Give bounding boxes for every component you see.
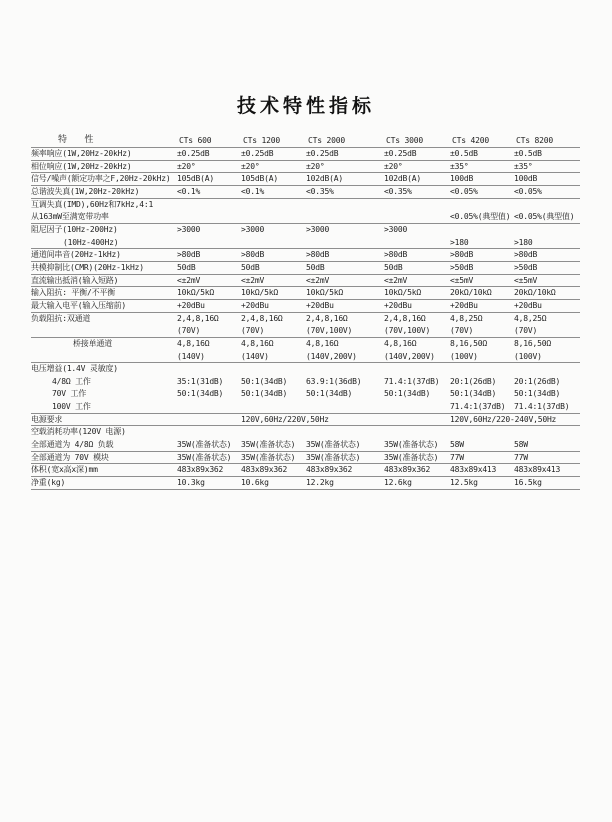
spec-label: 频率响应(1W,20Hz-20kHz) bbox=[31, 149, 132, 158]
table-row bbox=[31, 426, 580, 439]
spec-value-cts-1200: (140V) bbox=[241, 351, 269, 361]
spec-value-cts-1200: 4,8,16Ω bbox=[241, 338, 274, 348]
spec-value-cts-2000: (140V,200V) bbox=[306, 351, 357, 361]
spec-value-cts-8200: (100V) bbox=[514, 351, 542, 361]
spec-value-cts-8200: 77W bbox=[514, 452, 528, 462]
spec-value-cts-4200: <0.05%(典型值) bbox=[450, 212, 511, 222]
table-row bbox=[31, 161, 580, 174]
spec-label: 直流输出抵消(输入短路) bbox=[31, 275, 119, 285]
spec-value-cts-4200: ±35° bbox=[450, 161, 469, 171]
spec-label: 净重(kg) bbox=[31, 478, 66, 488]
spec-value-cts-600: +20dBu bbox=[177, 300, 205, 310]
spec-value-cts-1200: 35W(准备状态) bbox=[241, 452, 296, 462]
spec-value-cts-8200 bbox=[513, 363, 580, 376]
spec-value-cts-4200: 20kΩ/10kΩ bbox=[450, 288, 492, 298]
spec-value-cts-4200: >50dB bbox=[450, 262, 474, 272]
spec-label: 总谐波失真(1W,20Hz-20kHz) bbox=[31, 186, 140, 196]
spec-value-cts-3000 bbox=[383, 237, 449, 249]
spec-value-cts-4200: 77W bbox=[450, 452, 464, 462]
spec-value-cts-8200: <0.05%(典型值) bbox=[514, 212, 575, 222]
spec-value-cts-2000: 50dB bbox=[306, 262, 325, 272]
spec-value-cts-4200: 71.4:1(37dB) bbox=[450, 402, 506, 412]
page-title: 技术特性指标 bbox=[236, 95, 375, 117]
spec-label: 空载消耗功率(120V 电源) bbox=[31, 427, 126, 437]
spec-value-cts-4200: >80dB bbox=[450, 250, 474, 260]
spec-value-cts-600: >3000 bbox=[177, 224, 201, 234]
spec-value-cts-4200: (100V) bbox=[450, 351, 478, 361]
spec-value-cts-2000: 4,8,16Ω bbox=[306, 338, 339, 348]
column-header-property: 特 性 bbox=[58, 135, 94, 145]
spec-value-cts-600: 483x89x362 bbox=[177, 465, 224, 475]
spec-value-cts-8200: >180 bbox=[514, 237, 533, 247]
spec-value-cts-600: 35W(准备状态) bbox=[177, 452, 232, 462]
table-row bbox=[31, 414, 580, 427]
spec-value-cts-3000 bbox=[383, 363, 449, 376]
spec-value-cts-8200 bbox=[513, 224, 580, 237]
table-row bbox=[31, 287, 580, 300]
spec-value-cts-1200: 50:1(34dB) bbox=[241, 376, 288, 386]
spec-value-cts-2000: 2,4,8,16Ω bbox=[306, 313, 348, 323]
spec-value-cts-1200: <±2mV bbox=[241, 275, 265, 285]
spec-value-cts-8200: +20dBu bbox=[514, 300, 542, 310]
spec-value-cts-8200: 483x89x413 bbox=[514, 465, 561, 475]
spec-value-cts-600: <±2mV bbox=[177, 275, 201, 285]
spec-value-cts-8200: 20:1(26dB) bbox=[514, 376, 561, 386]
spec-value-cts-3000: >3000 bbox=[384, 224, 408, 234]
spec-label: 从163mW至满宽带功率 bbox=[31, 212, 109, 222]
spec-value-cts-2000 bbox=[305, 401, 383, 413]
spec-value-cts-8200: (70V) bbox=[514, 326, 538, 336]
spec-value-cts-4200: 120V,60Hz/220-240V,50Hz bbox=[450, 414, 557, 424]
spec-value-cts-600: (140V) bbox=[177, 351, 205, 361]
table-row bbox=[31, 477, 580, 490]
spec-value-cts-1200: 483x89x362 bbox=[241, 465, 288, 475]
spec-value-cts-1200: 50:1(34dB) bbox=[241, 389, 288, 399]
table-row bbox=[31, 388, 580, 401]
spec-value-cts-600: 10kΩ/5kΩ bbox=[177, 288, 214, 298]
table-row bbox=[31, 249, 580, 262]
spec-value-cts-8200: 100dB bbox=[514, 174, 538, 184]
spec-value-cts-3000: (70V,100V) bbox=[384, 326, 431, 336]
spec-value-cts-2000: +20dBu bbox=[306, 300, 334, 310]
spec-value-cts-2000: (70V,100V) bbox=[306, 326, 353, 336]
spec-value-cts-600 bbox=[176, 199, 240, 212]
spec-value-cts-4200 bbox=[449, 199, 513, 212]
spec-value-cts-8200: 58W bbox=[514, 440, 528, 450]
spec-value-cts-2000: >80dB bbox=[306, 250, 330, 260]
spec-value-cts-2000: 10kΩ/5kΩ bbox=[306, 288, 343, 298]
spec-value-cts-4200 bbox=[449, 426, 513, 439]
spec-value-cts-2000: >3000 bbox=[306, 224, 330, 234]
spec-value-cts-8200: >50dB bbox=[514, 262, 538, 272]
spec-value-cts-2000 bbox=[305, 426, 383, 439]
spec-value-cts-2000 bbox=[305, 237, 383, 249]
spec-value-cts-2000: <0.35% bbox=[306, 186, 334, 196]
spec-value-cts-8200: >80dB bbox=[514, 250, 538, 260]
spec-value-cts-4200: 4,8,25Ω bbox=[450, 313, 483, 323]
spec-label bbox=[31, 325, 176, 337]
spec-label: 负载阻抗:双通道 bbox=[31, 313, 91, 323]
table-row bbox=[31, 363, 580, 376]
spec-label: 电压增益(1.4V 灵敏度) bbox=[31, 364, 118, 374]
spec-value-cts-600: 2,4,8,16Ω bbox=[177, 313, 219, 323]
table-row bbox=[31, 300, 580, 313]
spec-value-cts-4200: 50:1(34dB) bbox=[450, 389, 497, 399]
table-row bbox=[31, 325, 580, 338]
spec-value-cts-1200 bbox=[240, 199, 305, 212]
table-row bbox=[31, 186, 580, 199]
spec-value-cts-3000: 10kΩ/5kΩ bbox=[384, 288, 421, 298]
spec-value-cts-3000: <±2mV bbox=[384, 275, 408, 285]
spec-value-cts-4200: 20:1(26dB) bbox=[450, 376, 497, 386]
spec-value-cts-3000: 483x89x362 bbox=[384, 465, 431, 475]
table-row bbox=[31, 351, 580, 364]
spec-value-cts-1200 bbox=[240, 237, 305, 249]
table-row bbox=[31, 313, 580, 326]
spec-value-cts-600: 35:1(31dB) bbox=[177, 376, 224, 386]
spec-value-cts-1200 bbox=[240, 426, 305, 439]
table-row bbox=[31, 401, 580, 414]
column-header-cts-1200: CTs 1200 bbox=[243, 136, 280, 145]
spec-value-cts-2000: 35W(准备状态) bbox=[306, 452, 361, 462]
spec-label: 体积(宽x高x深)mm bbox=[31, 465, 98, 475]
table-header-row bbox=[31, 134, 580, 148]
table-row bbox=[31, 338, 580, 351]
table-row bbox=[31, 464, 580, 477]
spec-value-cts-3000: 50:1(34dB) bbox=[384, 389, 431, 399]
spec-value-cts-600 bbox=[176, 414, 240, 426]
spec-value-cts-2000: ±20° bbox=[306, 161, 325, 171]
spec-value-cts-4200 bbox=[449, 363, 513, 376]
spec-value-cts-8200: 20kΩ/10kΩ bbox=[514, 288, 556, 298]
spec-value-cts-1200 bbox=[240, 401, 305, 413]
spec-value-cts-8200: 16.5kg bbox=[514, 478, 542, 488]
spec-value-cts-1200: 10kΩ/5kΩ bbox=[241, 288, 278, 298]
spec-value-cts-600 bbox=[176, 237, 240, 249]
table-row bbox=[31, 224, 580, 237]
table-row bbox=[31, 262, 580, 275]
spec-value-cts-4200: +20dBu bbox=[450, 300, 478, 310]
spec-value-cts-2000: 50:1(34dB) bbox=[306, 389, 353, 399]
spec-value-cts-600: >80dB bbox=[177, 250, 201, 260]
spec-table bbox=[31, 134, 580, 490]
spec-value-cts-2000: 483x89x362 bbox=[306, 465, 353, 475]
spec-value-cts-1200: 50dB bbox=[241, 262, 260, 272]
spec-value-cts-2000 bbox=[305, 211, 383, 223]
spec-label: 最大输入电平(输入压缩前) bbox=[31, 300, 127, 310]
spec-label: 阻尼因子(10Hz-200Hz) bbox=[31, 224, 118, 234]
spec-value-cts-3000: 35W(准备状态) bbox=[384, 440, 439, 450]
table-row bbox=[31, 173, 580, 186]
spec-value-cts-600 bbox=[176, 426, 240, 439]
table-row bbox=[31, 148, 580, 161]
spec-value-cts-600 bbox=[176, 363, 240, 376]
spec-value-cts-3000: +20dBu bbox=[384, 300, 412, 310]
spec-value-cts-4200 bbox=[449, 224, 513, 237]
spec-value-cts-8200: <±5mV bbox=[514, 275, 538, 285]
spec-value-cts-4200: >180 bbox=[450, 237, 469, 247]
table-row bbox=[31, 439, 580, 452]
spec-value-cts-2000: ±0.25dB bbox=[306, 149, 339, 158]
spec-value-cts-3000: 102dB(A) bbox=[384, 174, 421, 184]
spec-label: 通道间串音(20Hz-1kHz) bbox=[31, 250, 121, 260]
spec-label: 70V 工作 bbox=[52, 389, 87, 399]
spec-value-cts-1200: >80dB bbox=[241, 250, 265, 260]
spec-value-cts-8200: 50:1(34dB) bbox=[514, 389, 561, 399]
spec-value-cts-3000: ±20° bbox=[384, 161, 403, 171]
spec-value-cts-600: ±0.25dB bbox=[177, 149, 210, 158]
column-header-cts-600: CTs 600 bbox=[179, 136, 212, 145]
spec-label: 输入阻抗: 平衡/不平衡 bbox=[31, 288, 116, 298]
spec-label: 电源要求 bbox=[31, 414, 63, 424]
spec-value-cts-1200: 105dB(A) bbox=[241, 174, 278, 184]
spec-value-cts-3000: <0.35% bbox=[384, 186, 412, 196]
table-row bbox=[31, 376, 580, 389]
spec-value-cts-3000: (140V,200V) bbox=[384, 351, 435, 361]
spec-value-cts-2000: 63.9:1(36dB) bbox=[306, 376, 362, 386]
spec-value-cts-600: 4,8,16Ω bbox=[177, 338, 210, 348]
spec-value-cts-3000: ±0.25dB bbox=[384, 149, 417, 158]
spec-value-cts-3000: 71.4:1(37dB) bbox=[384, 376, 440, 386]
spec-value-cts-3000 bbox=[383, 401, 449, 413]
spec-label: (10Hz-400Hz) bbox=[63, 237, 119, 247]
spec-value-cts-8200: ±0.5dB bbox=[514, 149, 542, 158]
spec-value-cts-2000 bbox=[305, 414, 383, 426]
spec-value-cts-4200: <0.05% bbox=[450, 186, 478, 196]
spec-value-cts-4200: 8,16,50Ω bbox=[450, 338, 487, 348]
spec-value-cts-600: 105dB(A) bbox=[177, 174, 214, 184]
spec-label: 全部通道为 70V 模块 bbox=[31, 452, 109, 462]
spec-label: 互调失真(IMD),60Hz和7kHz,4:1 bbox=[31, 199, 154, 209]
spec-label: 共模抑制比(CMR)(20Hz-1kHz) bbox=[31, 262, 144, 272]
spec-value-cts-600: (70V) bbox=[177, 326, 201, 336]
spec-value-cts-3000: >80dB bbox=[384, 250, 408, 260]
spec-value-cts-3000: 35W(准备状态) bbox=[384, 452, 439, 462]
spec-value-cts-8200: ±35° bbox=[514, 161, 533, 171]
spec-value-cts-2000: 12.2kg bbox=[306, 478, 334, 488]
spec-value-cts-600: 35W(准备状态) bbox=[177, 440, 232, 450]
spec-value-cts-1200: ±0.25dB bbox=[241, 149, 274, 158]
spec-value-cts-4200: 58W bbox=[450, 440, 464, 450]
spec-value-cts-3000: 12.6kg bbox=[384, 478, 412, 488]
spec-value-cts-4200: ±0.5dB bbox=[450, 149, 478, 158]
spec-value-cts-3000 bbox=[383, 211, 449, 223]
spec-value-cts-4200: (70V) bbox=[450, 326, 474, 336]
column-header-cts-3000: CTs 3000 bbox=[386, 136, 423, 145]
spec-value-cts-1200: (70V) bbox=[241, 326, 265, 336]
spec-value-cts-2000: 35W(准备状态) bbox=[306, 440, 361, 450]
spec-value-cts-2000: 102dB(A) bbox=[306, 174, 343, 184]
spec-label: 信号/噪声(额定功率之F,20Hz-20kHz) bbox=[31, 174, 171, 184]
spec-value-cts-8200: 71.4:1(37dB) bbox=[514, 402, 570, 412]
table-row bbox=[31, 452, 580, 465]
spec-value-cts-1200: 120V,60Hz/220V,50Hz bbox=[241, 414, 329, 424]
spec-value-cts-3000: 50dB bbox=[384, 262, 403, 272]
spec-value-cts-1200: ±20° bbox=[241, 161, 260, 171]
spec-value-cts-8200 bbox=[513, 414, 580, 426]
table-body bbox=[31, 148, 580, 490]
spec-value-cts-1200: 35W(准备状态) bbox=[241, 440, 296, 450]
spec-value-cts-600: 50:1(34dB) bbox=[177, 389, 224, 399]
spec-value-cts-1200: 2,4,8,16Ω bbox=[241, 313, 283, 323]
spec-value-cts-1200 bbox=[240, 363, 305, 376]
table-row bbox=[31, 275, 580, 288]
spec-value-cts-600 bbox=[176, 401, 240, 413]
table-row bbox=[31, 199, 580, 212]
spec-value-cts-600 bbox=[176, 211, 240, 223]
spec-value-cts-4200: 12.5kg bbox=[450, 478, 478, 488]
table-row bbox=[31, 211, 580, 224]
spec-label: 相位响应(1W,20Hz-20kHz) bbox=[31, 161, 132, 171]
spec-value-cts-4200: 100dB bbox=[450, 174, 474, 184]
spec-value-cts-1200 bbox=[240, 211, 305, 223]
spec-value-cts-3000: 2,4,8,16Ω bbox=[384, 313, 426, 323]
spec-value-cts-3000 bbox=[383, 414, 449, 426]
spec-value-cts-4200: <±5mV bbox=[450, 275, 474, 285]
spec-value-cts-1200: 10.6kg bbox=[241, 478, 269, 488]
column-header-cts-4200: CTs 4200 bbox=[452, 136, 489, 145]
spec-value-cts-600: 50dB bbox=[177, 262, 196, 272]
spec-label: 桥接单通道 bbox=[73, 338, 112, 348]
spec-value-cts-600: ±20° bbox=[177, 161, 196, 171]
spec-value-cts-8200: <0.05% bbox=[514, 186, 542, 196]
spec-value-cts-600: 10.3kg bbox=[177, 478, 205, 488]
table-row bbox=[31, 237, 580, 250]
spec-label bbox=[31, 351, 176, 363]
spec-value-cts-2000 bbox=[305, 199, 383, 212]
column-header-cts-2000: CTs 2000 bbox=[308, 136, 345, 145]
spec-value-cts-8200: 8,16,50Ω bbox=[514, 338, 551, 348]
spec-label: 4/8Ω 工作 bbox=[52, 376, 91, 386]
spec-value-cts-8200: 4,8,25Ω bbox=[514, 313, 547, 323]
spec-value-cts-1200: >3000 bbox=[241, 224, 265, 234]
column-header-cts-8200: CTs 8200 bbox=[516, 136, 553, 145]
spec-value-cts-3000 bbox=[383, 199, 449, 212]
spec-value-cts-3000: 4,8,16Ω bbox=[384, 338, 417, 348]
spec-value-cts-3000 bbox=[383, 426, 449, 439]
spec-value-cts-8200 bbox=[513, 426, 580, 439]
spec-value-cts-1200: +20dBu bbox=[241, 300, 269, 310]
spec-label: 100V 工作 bbox=[52, 402, 91, 412]
spec-value-cts-4200: 483x89x413 bbox=[450, 465, 497, 475]
spec-value-cts-2000 bbox=[305, 363, 383, 376]
spec-value-cts-1200: <0.1% bbox=[241, 186, 265, 196]
spec-label: 全部通道为 4/8Ω 负载 bbox=[31, 440, 114, 450]
spec-value-cts-600: <0.1% bbox=[177, 186, 201, 196]
spec-value-cts-8200 bbox=[513, 199, 580, 212]
spec-value-cts-2000: <±2mV bbox=[306, 275, 330, 285]
